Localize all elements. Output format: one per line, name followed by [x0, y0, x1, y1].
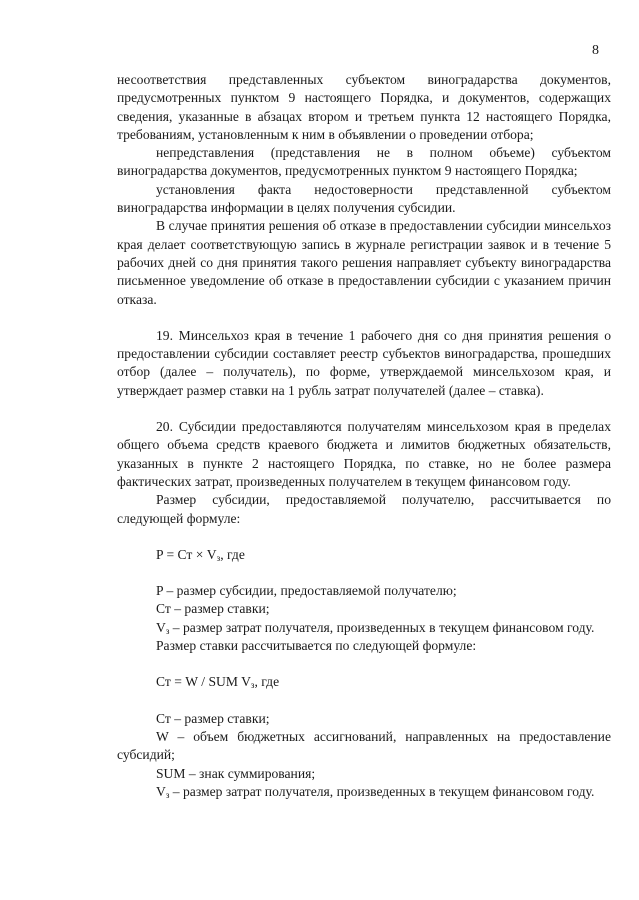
paragraph-nonsubmission: непредставления (представления не в полном объеме) субъектом виноградарства документов, предусмотренных пунктом 9 настоящего Порядка;	[117, 145, 611, 179]
paragraph-refusal: В случае принятия решения об отказе в предоставлении субсидии минсельхоз края делает соответствующую запись в журнале регистрации заявок и в течение 5 рабочих дней со дня принятия такого решения направляет субъекту виноградарства письменное уведомление об отказе в предоставлении субсидии с указанием причин отказа.	[117, 218, 611, 307]
paragraph-19: 19. Минсельхоз края в течение 1 рабочего дня со дня принятия решения о предоставлении субсидии составляет реестр субъектов виноградарства, прошедших отбор (далее – получатель), по форме, утверждаемой минсельхозом края, и утверждает размер ставки на 1 рубль затрат получателей (далее – ставка).	[117, 327, 611, 398]
definition-vz-2: $V_з$ – размер затрат получателя, произведенных в текущем финансовом году.	[156, 783, 595, 800]
document-body	[117, 71, 611, 801]
definition-st-2: Ст – размер ставки;	[156, 710, 270, 726]
definition-sum: SUM – знак суммирования;	[156, 765, 316, 781]
definition-vz: $V_з$ – размер затрат получателя, произведенных в текущем финансовом году.	[156, 619, 595, 636]
paragraph-subsidy-formula-intro: Размер субсидии, предоставляемой получателю, рассчитывается по следующей формуле:	[117, 492, 611, 526]
page-number: 8	[592, 43, 599, 58]
paragraph-unreliability: установления факта недостоверности представленной субъектом виноградарства информации в целях получения субсидии.	[117, 181, 611, 216]
definition-p: P – размер субсидии, предоставляемой получателю;	[156, 583, 457, 599]
formula-subsidy: P = Ст × $V_з$, где	[156, 546, 245, 563]
paragraph-20: 20. Субсидии предоставляются получателям минсельхозом края в пределах общего объема средств краевого бюджета и лимитов бюджетных обязательств, указанных в пункте 2 настоящего Порядка, по ставке, но не более размера фактических затрат, произведенных получателем в текущем финансовом году.	[117, 419, 611, 489]
formula-rate: Ст = W / SUM $V_з$, где	[156, 674, 280, 691]
definition-st: Ст – размер ставки;	[156, 601, 270, 617]
paragraph-nonconformity: несоответствия представленных субъектом виноградарства документов, предусмотренных пунктом 9 настоящего Порядка, и документов, содержащих сведения, указанные в абзацах втором и третьем пункта 12 настоящего Порядка, требованиям, установленным к ним в объявлении о проведении отбора;	[117, 72, 611, 142]
definition-w: W – объем бюджетных ассигнований, направленных на предоставление субсидий;	[117, 728, 611, 763]
paragraph-rate-formula-intro: Размер ставки рассчитывается по следующей формуле:	[156, 638, 477, 654]
